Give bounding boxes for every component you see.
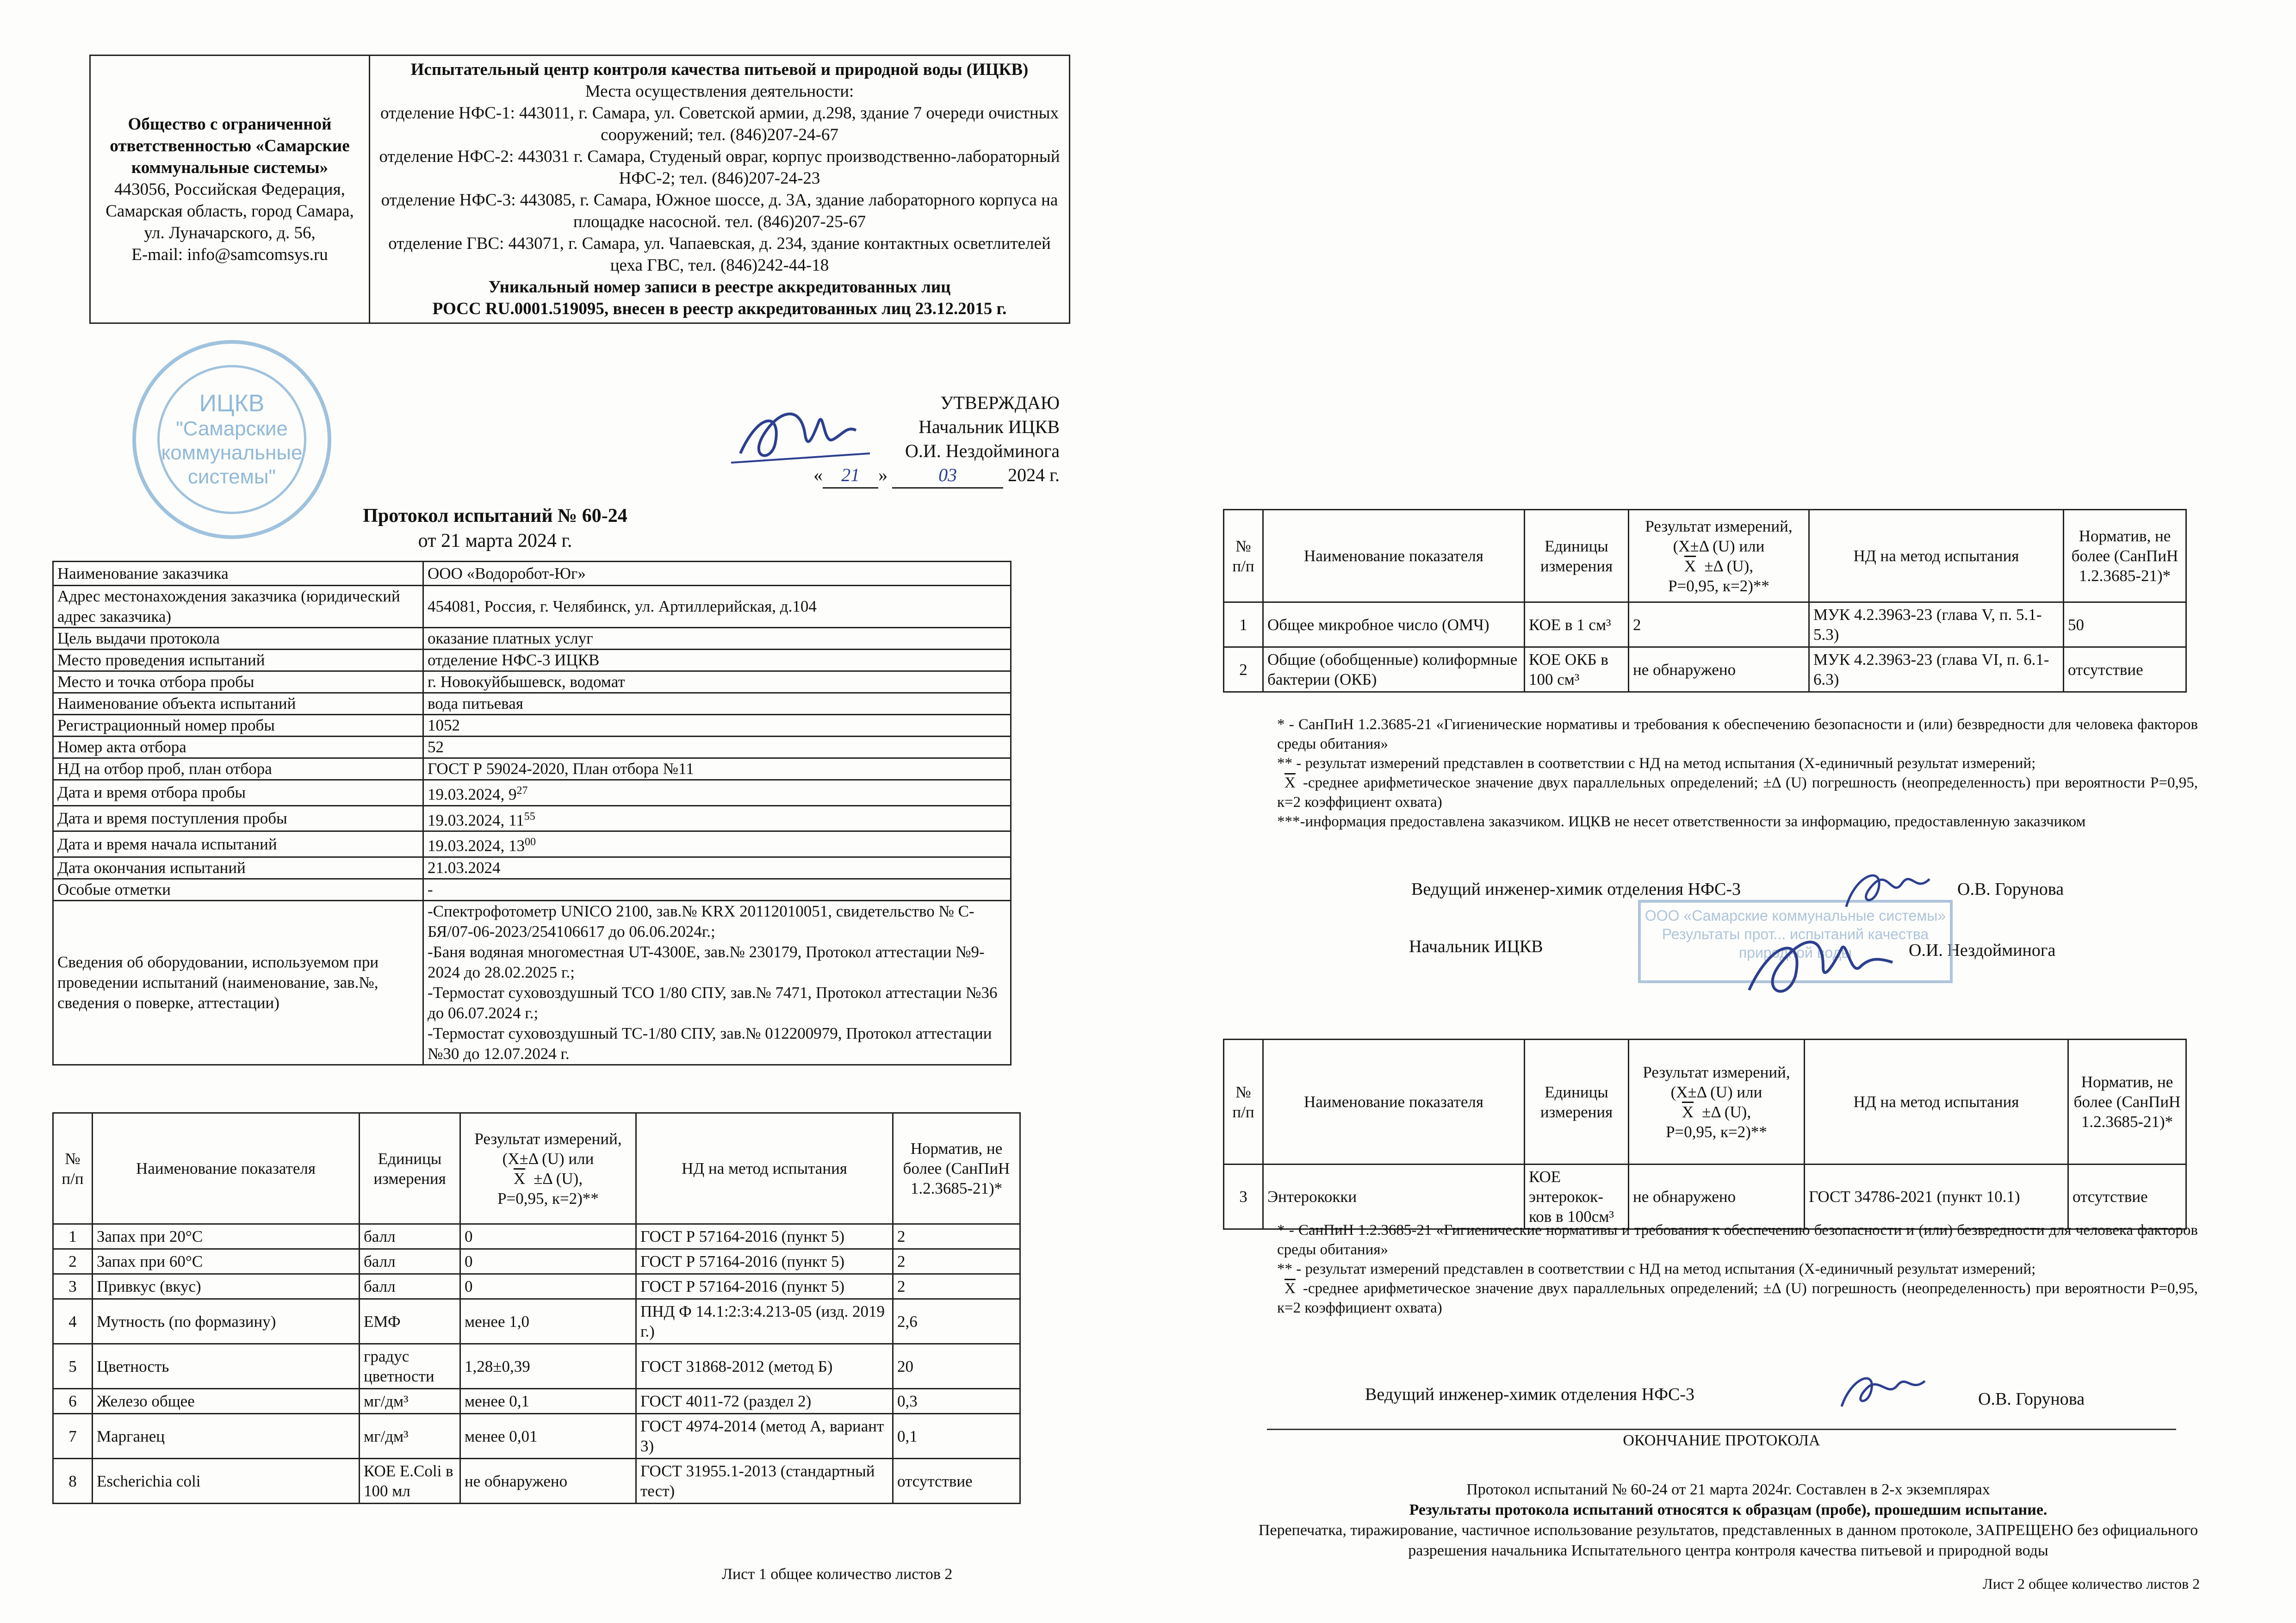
result-row: [1224, 647, 2186, 692]
footer-results-note: Результаты протокола испытаний относятся к образцам (пробе), прошедшим испытание.: [1409, 1501, 2048, 1518]
note-result-2b: -среднее арифметическое значение двух параллельных определений; ±Δ (U) погрешность (неопределенность) при вероятности P=0,95, к=2 коэффициент охвата): [1277, 1280, 2198, 1316]
col-norm: Норматив, не более (СанПиН 1.2.3685-21)*: [2068, 1040, 2186, 1165]
result-method: ГОСТ Р 57164-2016 (пункт 5): [636, 1274, 893, 1299]
approval-signature: [731, 384, 898, 477]
eng-signature-2: [1828, 1360, 1948, 1420]
equipment-list: [423, 900, 1011, 1065]
info-row: [53, 586, 1011, 628]
info-value-text: -: [428, 880, 433, 898]
info-value: [423, 780, 1011, 806]
result-unit: балл: [360, 1224, 460, 1249]
result-value: менее 0,1: [460, 1389, 636, 1414]
results-header: [1224, 1040, 2186, 1165]
result-method: ГОСТ 31955.1-2013 (стандартный тест): [636, 1459, 893, 1504]
col-result: [1629, 510, 1809, 602]
page2-footer: Лист 2 общее количество листов 2: [1983, 1575, 2200, 1592]
col-unit: Единицы измерения: [1525, 1040, 1629, 1165]
approval-year: 2024 г.: [1008, 465, 1060, 485]
result-method: ПНД Ф 14.1:2:3:4.213-05 (изд. 2019 г.): [636, 1299, 893, 1344]
x-bar-glyph: $\overline{X}$: [1684, 557, 1696, 575]
nfs3-address: отделение НФС-3: 443085, г. Самара, Южное шоссе, д. 3А, здание лабораторного корпуса на площадке насосной. тел. (846)207-25-67: [381, 191, 1058, 231]
notes-block-1: [1277, 715, 2198, 831]
col-result-2-row: [1633, 1102, 1800, 1122]
info-label: Место и точка отбора пробы: [53, 671, 423, 693]
info-value: [423, 737, 1011, 758]
info-label: Адрес местонахождения заказчика (юридический адрес заказчика): [53, 586, 423, 628]
result-norm: отсутствие: [2068, 1165, 2186, 1229]
result-norm: 2: [893, 1249, 1020, 1274]
registry-line2: РОСС RU.0001.519095, внесен в реестр аккредитованных лиц 23.12.2015 г.: [432, 299, 1007, 318]
rect-stamp-line3: природной воды: [1738, 944, 1852, 961]
result-method: МУК 4.2.3963-23 (глава VI, п. 6.1-6.3): [1809, 647, 2064, 692]
equipment-item: -Баня водяная многоместная UT-4300E, зав.№ 230179, Протокол аттестации №9-2024 до 28.02.2025 г.;: [428, 942, 985, 981]
col-result-3: P=0,95, к=2)**: [1668, 576, 1769, 595]
info-value-text: 454081, Россия, г. Челябинск, ул. Артиллерийская, д.104: [428, 597, 817, 615]
result-row: [53, 1344, 1020, 1389]
info-row: [53, 628, 1011, 650]
approval-month: 03: [892, 463, 1003, 489]
org-address: 443056, Российская Федерация, Самарская область, город Самара, ул. Луначарского, д. 56,: [105, 180, 354, 242]
result-value: не обнаружено: [1629, 647, 1809, 692]
note-result-2-row: [1277, 773, 2198, 812]
info-value-text: 21.03.2024: [428, 858, 501, 877]
note-sanpin-2: * - СанПиН 1.2.3685-21 «Гигиенические нормативы и требования к обеспечению безопасности и (или) безвредности для человека факторов среды обитания»: [1277, 1222, 2198, 1258]
col-result-1: Результат измерений, (X±Δ (U) или: [1643, 1063, 1790, 1101]
equipment-item: -Термостат суховоздушный ТСО 1/80 СПУ, зав.№ 7471, Протокол аттестации №36 до 06.07.2024 г.;: [428, 983, 998, 1022]
result-row: [53, 1299, 1020, 1344]
result-unit: КОЕ энтерокок-ков в 100см³: [1525, 1165, 1629, 1229]
note-sanpin: * - СанПиН 1.2.3685-21 «Гигиенические нормативы и требования к обеспечению безопасности и (или) безвредности для человека факторов среды обитания»: [1277, 716, 2198, 752]
approval-position: Начальник ИЦКВ: [918, 416, 1060, 437]
col-result-1: Результат измерений, (X±Δ (U) или: [474, 1129, 622, 1168]
result-method: ГОСТ Р 57164-2016 (пункт 5): [636, 1224, 893, 1249]
result-norm: 2: [893, 1224, 1020, 1249]
col-result-3: P=0,95, к=2)**: [497, 1189, 599, 1208]
info-value-text: отделение НФС-3 ИЦКВ: [428, 651, 600, 669]
result-method: ГОСТ 34786-2021 (пункт 10.1): [1805, 1165, 2068, 1229]
result-norm: отсутствие: [893, 1459, 1020, 1504]
info-row: [53, 737, 1011, 758]
result-norm: 2,6: [893, 1299, 1020, 1344]
stamp-line2: "Самарские коммунальные системы": [161, 417, 303, 488]
result-row: [53, 1249, 1020, 1274]
info-value-text: 52: [428, 738, 444, 756]
eng-title-2: Ведущий инженер-химик отделения НФС-3: [1365, 1385, 1695, 1404]
info-value: [423, 586, 1011, 628]
info-row: [53, 857, 1011, 879]
result-norm: 0,1: [893, 1414, 1020, 1459]
rect-stamp-line2: Результаты прот... испытаний качества: [1662, 926, 1929, 942]
result-num: 3: [53, 1274, 93, 1299]
info-value: [423, 758, 1011, 780]
gvs-address: отделение ГВС: 443071, г. Самара, ул. Чапаевская, д. 234, здание контактных осветлителей цеха ГВС, тел. (846)242-44-18: [388, 234, 1051, 275]
info-label: НД на отбор проб, план отбора: [53, 758, 423, 780]
col-unit: Единицы измерения: [1525, 510, 1629, 602]
info-row: [53, 805, 1011, 831]
info-value-text: оказание платных услуг: [428, 629, 593, 647]
col-result-2-row: [1633, 556, 1805, 576]
org-name: Общество с ограниченной ответственностью «Самарские коммунальные системы»: [110, 114, 350, 177]
result-value: 0: [460, 1224, 636, 1249]
header-table: [89, 55, 1070, 324]
equipment-row: [53, 900, 1011, 1065]
places-label: Места осуществления деятельности:: [585, 82, 854, 101]
eng-title-1: Ведущий инженер-химик отделения НФС-3: [1411, 880, 1741, 899]
info-label: Наименование заказчика: [53, 562, 423, 586]
note-result-1b: ** - результат измерений представлен в соответствии с НД на метод испытания (X-единичный результат измерений;: [1277, 1261, 2036, 1277]
footer-block: [1249, 1480, 2207, 1561]
stamp-line1: ИЦКВ: [199, 390, 265, 417]
info-value: [423, 628, 1011, 650]
result-unit: КОЕ ОКБ в 100 см³: [1525, 647, 1629, 692]
x-bar-glyph-2: $\overline{X}$: [1285, 1280, 1296, 1297]
registry-line1: Уникальный номер записи в реестре аккредитованных лиц: [488, 278, 951, 297]
col-num: № п/п: [1224, 510, 1263, 602]
col-result-1: Результат измерений, (X±Δ (U) или: [1645, 517, 1793, 555]
result-value: 0: [460, 1274, 636, 1299]
result-value: 0: [460, 1249, 636, 1274]
result-num: 5: [53, 1344, 93, 1389]
result-method: ГОСТ Р 57164-2016 (пункт 5): [636, 1249, 893, 1274]
info-label: Дата и время начала испытаний: [53, 831, 423, 857]
info-value-minutes: 27: [516, 785, 528, 797]
note-result-1: ** - результат измерений представлен в соответствии с НД на метод испытания (X-единичный результат измерений;: [1277, 755, 2036, 772]
info-value: [423, 693, 1011, 715]
note-result-2b-row: [1277, 1279, 2198, 1318]
protocol-date: от 21 марта 2024 г.: [418, 530, 572, 551]
info-value-text: ГОСТ Р 59024-2020, План отбора №11: [428, 760, 694, 778]
center-title: Испытательный центр контроля качества питьевой и природной воды (ИЦКВ): [410, 60, 1029, 79]
approval-day: 21: [823, 463, 878, 489]
col-result-2: ±Δ (U),: [1702, 1103, 1751, 1121]
end-rule: [1267, 1429, 2176, 1430]
result-method: ГОСТ 4974-2014 (метод А, вариант 3): [636, 1414, 893, 1459]
head-title: Начальник ИЦКВ: [1409, 937, 1543, 956]
results-table-2: [1223, 509, 2187, 693]
info-label: Дата окончания испытаний: [53, 857, 423, 879]
info-value-text: г. Новокуйбышевск, водомат: [428, 673, 625, 691]
col-name: Наименование показателя: [1263, 510, 1525, 602]
results-header: [1224, 510, 2186, 602]
col-name: Наименование показателя: [1263, 1040, 1525, 1165]
col-result-3: P=0,95, к=2)**: [1666, 1122, 1767, 1141]
head-name: О.И. Нездойминога: [1909, 941, 2056, 960]
eng-name-1: О.В. Горунова: [1957, 880, 2064, 899]
result-value: не обнаружено: [1629, 1165, 1805, 1229]
info-label: Дата и время поступления пробы: [53, 805, 423, 831]
result-name: Мутность (по формазину): [93, 1299, 360, 1344]
protocol-title: Протокол испытаний № 60-24: [363, 505, 627, 527]
result-name: Энтерококки: [1263, 1165, 1525, 1229]
result-value: менее 1,0: [460, 1299, 636, 1344]
end-of-protocol: ОКОНЧАНИЕ ПРОТОКОЛА: [1623, 1432, 1820, 1449]
result-unit: КОЕ в 1 см³: [1525, 602, 1629, 647]
result-value: не обнаружено: [460, 1459, 636, 1504]
result-value: менее 0,01: [460, 1414, 636, 1459]
result-name: Escherichia coli: [93, 1459, 360, 1504]
info-value-minutes: 00: [525, 836, 536, 849]
result-norm: 20: [893, 1344, 1020, 1389]
info-row: [53, 831, 1011, 857]
result-unit: КОЕ E.Coli в 100 мл: [360, 1459, 460, 1504]
info-value-text: 1052: [428, 716, 460, 734]
info-value: [423, 650, 1011, 671]
info-value: [423, 671, 1011, 693]
result-num: 8: [53, 1459, 93, 1504]
result-row: [53, 1274, 1020, 1299]
col-method: НД на метод испытания: [1805, 1040, 2068, 1165]
result-row: [1224, 602, 2186, 647]
result-num: 7: [53, 1414, 93, 1459]
info-label: Место проведения испытаний: [53, 650, 423, 671]
org-cell: [90, 56, 370, 323]
info-row: [53, 693, 1011, 715]
info-value-text: ООО «Водоробот-Юг»: [428, 564, 586, 582]
col-num: № п/п: [1224, 1040, 1263, 1165]
approval-name: О.И. Нездойминога: [905, 440, 1060, 461]
result-num: 2: [1224, 647, 1263, 692]
col-num: № п/п: [53, 1113, 93, 1224]
result-row: [53, 1459, 1020, 1504]
nfs1-address: отделение НФС-1: 443011, г. Самара, ул. Советской армии, д.298, здание 7 очереди очистных сооружений; тел. (846)207-24-67: [380, 104, 1059, 144]
result-num: 2: [53, 1249, 93, 1274]
info-value: [423, 715, 1011, 737]
result-unit: мг/дм³: [360, 1389, 460, 1414]
result-method: МУК 4.2.3963-23 (глава V, п. 5.1-5.3): [1809, 602, 2064, 647]
results-table-3: [1223, 1039, 2187, 1230]
result-value: 1,28±0,39: [460, 1344, 636, 1389]
col-result-2: ±Δ (U),: [534, 1169, 583, 1188]
info-row: [53, 650, 1011, 671]
result-norm: 2: [893, 1274, 1020, 1299]
result-name: Цветность: [93, 1344, 360, 1389]
result-unit: градус цветности: [360, 1344, 460, 1389]
col-result: [1629, 1040, 1805, 1165]
info-row: [53, 879, 1011, 900]
equipment-label: Сведения об оборудовании, используемом при проведении испытаний (наименование, зав.№, сведения о поверке, аттестации): [53, 900, 423, 1065]
result-unit: балл: [360, 1249, 460, 1274]
result-row: [53, 1414, 1020, 1459]
result-method: ГОСТ 4011-72 (раздел 2): [636, 1389, 893, 1414]
x-bar-glyph: $\overline{X}$: [513, 1169, 526, 1188]
note-customer: ***-информация предоставлена заказчиком. ИЦКВ не несет ответственности за информацию, предоставленную заказчиком: [1277, 813, 2086, 830]
info-value: [423, 879, 1011, 900]
info-table: [52, 561, 1011, 1065]
info-row: [53, 562, 1011, 586]
rect-stamp-line1: ООО «Самарские коммунальные системы»: [1644, 907, 1946, 924]
info-value: [423, 831, 1011, 857]
equipment-item: -Термостат суховоздушный ТС-1/80 СПУ, зав.№ 012200979, Протокол аттестации №30 до 12.07.2024 г.: [428, 1024, 992, 1063]
col-result-2: ±Δ (U),: [1704, 557, 1754, 575]
equipment-item: -Спектрофотометр UNICO 2100, зав.№ KRX 20112010051, свидетельство № С-БЯ/07-06-2023/254106617 до 06.06.2024г.;: [428, 902, 974, 941]
x-bar-glyph: $\overline{X}$: [1285, 774, 1296, 791]
result-norm: отсутствие: [2064, 647, 2186, 692]
col-norm: Норматив, не более (СанПиН 1.2.3685-21)*: [893, 1113, 1020, 1224]
head-signature: [1740, 911, 1906, 1013]
result-name: Запах при 60°С: [93, 1249, 360, 1274]
result-unit: мг/дм³: [360, 1414, 460, 1459]
info-value-text: 19.03.2024, 11: [428, 811, 524, 830]
info-value: [423, 857, 1011, 879]
info-value-text: 19.03.2024, 13: [428, 836, 525, 855]
col-result: [460, 1113, 636, 1224]
info-row: [53, 671, 1011, 693]
result-value: 2: [1629, 602, 1809, 647]
result-num: 1: [53, 1224, 93, 1249]
col-unit: Единицы измерения: [360, 1113, 460, 1224]
info-value-text: 19.03.2024, 9: [428, 785, 517, 804]
result-num: 1: [1224, 602, 1263, 647]
nfs2-address: отделение НФС-2: 443031 г. Самара, Студеный овраг, корпус производственно-лабораторный НФС-2; тел. (846)207-24-23: [379, 147, 1060, 188]
result-row: [53, 1224, 1020, 1249]
info-label: Особые отметки: [53, 879, 423, 900]
info-label: Дата и время отбора пробы: [53, 780, 423, 806]
col-method: НД на метод испытания: [1809, 510, 2064, 602]
info-value-text: вода питьевая: [428, 694, 523, 712]
result-name: Общие (обобщенные) колиформные бактерии (ОКБ): [1263, 647, 1525, 692]
result-num: 6: [53, 1389, 93, 1414]
result-num: 4: [53, 1299, 93, 1344]
result-name: Общее микробное число (ОМЧ): [1263, 602, 1525, 647]
eng-name-2: О.В. Горунова: [1978, 1389, 2085, 1409]
info-label: Регистрационный номер пробы: [53, 715, 423, 737]
result-unit: ЕМФ: [360, 1299, 460, 1344]
info-value: [423, 562, 1011, 586]
notes-block-2: [1277, 1220, 2198, 1318]
result-row: [1224, 1165, 2186, 1229]
col-name: Наименование показателя: [93, 1113, 360, 1224]
result-norm: 0,3: [893, 1389, 1020, 1414]
col-result-2-row: [465, 1169, 632, 1189]
info-row: [53, 758, 1011, 780]
result-name: Марганец: [93, 1414, 360, 1459]
info-label: Цель выдачи протокола: [53, 628, 423, 650]
info-row: [53, 780, 1011, 806]
info-row: [53, 715, 1011, 737]
x-bar-glyph: $\overline{X}$: [1682, 1103, 1694, 1121]
center-cell: [370, 56, 1070, 323]
results-table-1: [52, 1112, 1021, 1504]
result-num: 3: [1224, 1165, 1263, 1229]
result-unit: балл: [360, 1274, 460, 1299]
result-row: [53, 1389, 1020, 1414]
info-value-minutes: 55: [524, 810, 535, 823]
result-name: Запах при 20°С: [93, 1224, 360, 1249]
round-stamp: [132, 340, 331, 539]
result-name: Привкус (вкус): [93, 1274, 360, 1299]
results-header: [53, 1113, 1020, 1224]
page1-footer: Лист 1 общее количество листов 2: [722, 1566, 953, 1583]
footer-reprint: Перепечатка, тиражирование, частичное использование результатов, представленных в данном протоколе, ЗАПРЕЩЕНО без официального разрешения начальника Испытательного центра контроля качества питьевой и природной воды: [1258, 1522, 2198, 1559]
org-email: E-mail: info@samcomsys.ru: [131, 245, 328, 264]
result-name: Железо общее: [93, 1389, 360, 1414]
info-value: [423, 805, 1011, 831]
approval-title: УТВЕРЖДАЮ: [940, 392, 1060, 413]
info-label: Наименование объекта испытаний: [53, 693, 423, 715]
approval-date: « 21 » 03 2024 г.: [694, 463, 1060, 489]
result-norm: 50: [2064, 602, 2186, 647]
col-method: НД на метод испытания: [636, 1113, 893, 1224]
result-method: ГОСТ 31868-2012 (метод Б): [636, 1344, 893, 1389]
col-norm: Норматив, не более (СанПиН 1.2.3685-21)*: [2064, 510, 2186, 602]
note-result-2: -среднее арифметическое значение двух параллельных определений; ±Δ (U) погрешность (неопределенность) при вероятности P=0,95, к=2 коэффициент охвата): [1277, 774, 2198, 811]
footer-copies: Протокол испытаний № 60-24 от 21 марта 2024г. Составлен в 2-х экземплярах: [1466, 1481, 1990, 1498]
protocol-heading: [324, 503, 666, 553]
info-label: Номер акта отбора: [53, 737, 423, 758]
